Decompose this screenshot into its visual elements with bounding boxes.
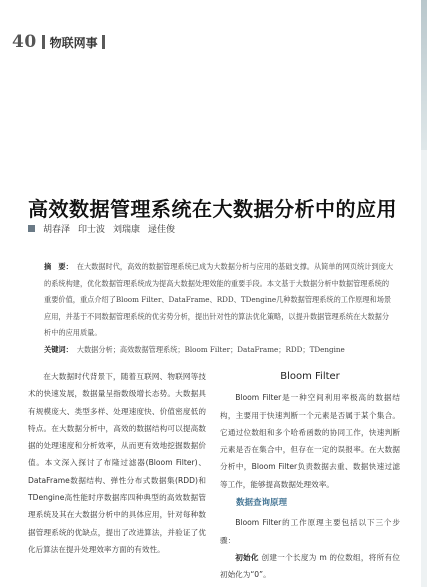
subsection-heading: 数据查询原理: [236, 498, 288, 509]
bloom-filter-paragraph: Bloom Filter是一种空间利用率极高的数据结构，主要用于快速判断一个元素是否属于某个集合。它通过位数组和多个哈希函数的协同工作，快速判断元素是否在集合中，但存在一定的误报率。在大数据分析中，Bloom Filter负责数据去重、数据快速过滤等工作，能够提高数据处理效率。: [220, 393, 400, 489]
abstract-text: 在大数据时代，高效的数据管理系统已成为大数据分析与应用的基础支撑。从简单的网页统计到庞大的系统构建，优化数据管理系统成为提高大数据处理效能的重要手段。本文基于大数据分析中数据管理系统的重要价值，重点介绍了Bloom Filter、DataFrame、RDD、TDengine几种数据管理系统的工作原理和场景应用，并基于不同数据管理系统的优劣势分析，提出针对性的算法优化策略，以提升数据管理系统在大数据分析中的应用质量。: [44, 262, 394, 337]
abstract-paragraph: [44, 259, 394, 342]
keywords-label: 关键词：: [44, 344, 73, 354]
author-name: 刘瑞康: [113, 225, 141, 235]
step-term: 初始化: [235, 552, 259, 562]
author-line: [28, 222, 183, 235]
article-title: 高效数据管理系统在大数据分析中的应用: [28, 197, 397, 221]
keywords-text: 大数据分析；高效数据管理系统；Bloom Filter；DataFrame；RDD；TDengine: [76, 344, 345, 354]
author-marker-square: [28, 225, 35, 232]
right-column: [220, 368, 400, 584]
keywords-paragraph: [44, 342, 394, 359]
abstract-block: [44, 259, 394, 358]
page-header: [12, 32, 105, 52]
step-paragraph: [220, 549, 400, 584]
left-column: [28, 368, 206, 558]
decorative-side-strip-lower: [421, 150, 427, 587]
decorative-side-strip: [421, 0, 427, 150]
step-text: 创建一个长度为 m 的位数组，将所有位初始化为“0”。: [220, 552, 400, 580]
intro-paragraph: 在大数据时代背景下，随着互联网、物联网等技术的快速发展，数据量呈指数级增长态势。大数据具有规模庞大、类型多样、处理速度快、价值密度低的特点。在大数据分析中，高效的数据结构可以提高数据的处理速度和分析效率，从而更有效地挖掘数据价值。本文深入探讨了布隆过滤器(Bloom Filter)、DataFrame数据结构、弹性分布式数据集(RDD)和TDengine高性能时序数据库四种典型的高效数据管理系统及其在大数据分析中的具体应用，针对每种数据管理系统的优缺点，提出了改进算法，并验证了优化后算法在提升处理效率方面的有效性。: [28, 372, 206, 554]
section-name: 物联网事: [49, 35, 98, 50]
section-heading: Bloom Filter: [280, 371, 340, 382]
author-name: 逯佳俊: [148, 225, 176, 235]
author-name: 印士波: [78, 225, 106, 235]
header-divider-bar: [42, 35, 45, 49]
page-number: 40: [12, 32, 37, 52]
principle-paragraph: Bloom Filter的工作原理主要包括以下三个步骤：: [220, 518, 400, 545]
header-divider-bar-right: [102, 35, 105, 49]
abstract-label: 摘 要：: [44, 262, 73, 271]
author-name: 胡春泽: [43, 225, 71, 235]
